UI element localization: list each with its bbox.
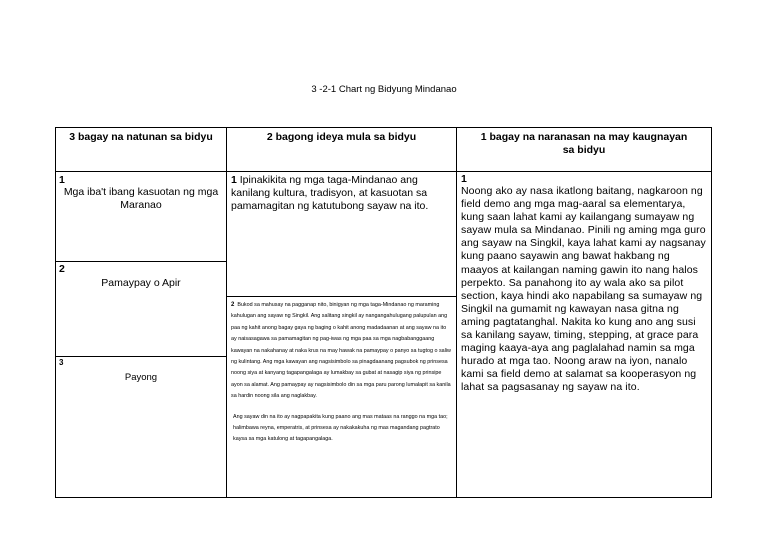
item-body: Bukod sa mahusay na pagganap nito, binigyan ng mga taga-Mindanao ng maraming kahulugan ang sayaw ng Singkil. Ang salitang singkil ay nangangahulugang palupulan ang paa ng kahit anong bagay gaya ng baging o kahit anong madadaanan at ang sayaw na ito ay naisasagawa sa pamamagitan ng pag-iwas ng mga paa sa mga nagbabanggaang kawayan na nakahanay at naka krus na may hawak na pamaypay o panyo sa tugtog o saliw ng kulintang. Ang mga kawayan ang nagsisimbolo sa pinagdaanang pagsubok ng prinsesa noong siya at kanyang tagapangalaga ay lumakbay sa gubat at nasagip siya ng prinsipe ayon sa alamat. Ang pamaypay ay nagsisimbolo din sa mga paru parong lumalapit sa kanila sa hardin noong sila ang naglakbay. (231, 302, 451, 400)
item-text: Pamaypay o Apir (101, 277, 181, 289)
col3-item-1 (457, 172, 711, 497)
item-text (231, 300, 452, 403)
item-text: Payong (124, 372, 158, 383)
item-number: 3 (59, 358, 64, 367)
item-number: 1 (59, 174, 65, 186)
item-number: 1 (231, 174, 237, 186)
col1-item-3 (56, 357, 226, 497)
col2-item-2 (227, 300, 456, 497)
item-number: 2 (59, 263, 65, 275)
item-body: Ipinakikita ng mga taga-Mindanao ang kanilang kultura, tradisyon, at kasuotan sa pamamagitan ng katutubong sayaw na ito. (231, 174, 429, 212)
item-text: Noong ako ay nasa ikatlong baitang, nagkaroon ng field demo ang mga mag-aaral sa elementarya, kung saan lahat kami ay kailangang sumayaw ng sayaw mula sa Mindanao. Pinili ng aming mga guro ang sayaw na Singkil, kaya lahat kami ay nagsanay kung paano sayawin ang bawat hakbang ng maayos at kailangan naming gawin ito nang halos perpekto. Sa panahong ito ay wala ako sa pilot section, kaya hindi ako napabilang sa sumayaw ng Singkil na gumamit ng kawayan nasa gitna ng aming pagtatanghal. Nakita ko kung ano ang susi sa kanilang sayaw, timing, stepping, at grace para maging kaaya-aya ang paglalahad namin sa mga hurado at mga tao. Noong araw na iyon, nanalo kami sa field demo at salamat sa kooperasyon ng lahat sa pagsasanay ng sayaw na ito. (461, 185, 706, 394)
chart-table (55, 127, 712, 498)
item-text: Mga iba't ibang kasuotan ng mga Maranao (63, 186, 219, 211)
col2-row-divider (226, 296, 456, 297)
col1-item-1 (56, 172, 226, 261)
item-number: 2 (231, 302, 235, 308)
header-col1: 3 bagay na natunan sa bidyu (69, 131, 213, 143)
col2-item-1 (227, 172, 456, 296)
document-title: 3 -2-1 Chart ng Bidyung Mindanao (311, 84, 457, 95)
header-col2: 2 bagong ideya mula sa bidyu (266, 131, 417, 143)
col1-item-2 (56, 262, 226, 356)
header-col3: 1 bagay na naranasan na may kaugnayan sa bidyu (480, 131, 688, 156)
item-extra-text: Ang sayaw din na ito ay nagpapakita kung paano ang mas mataas na ranggo na mga tao; halimbawa reyna, emperatris, at prinsesa ay nakakakuha ng mas magandang pagtrato kaysa sa mga katulong at tagapangalaga. (233, 413, 448, 443)
item-text (231, 174, 453, 213)
item-number: 1 (461, 173, 467, 185)
